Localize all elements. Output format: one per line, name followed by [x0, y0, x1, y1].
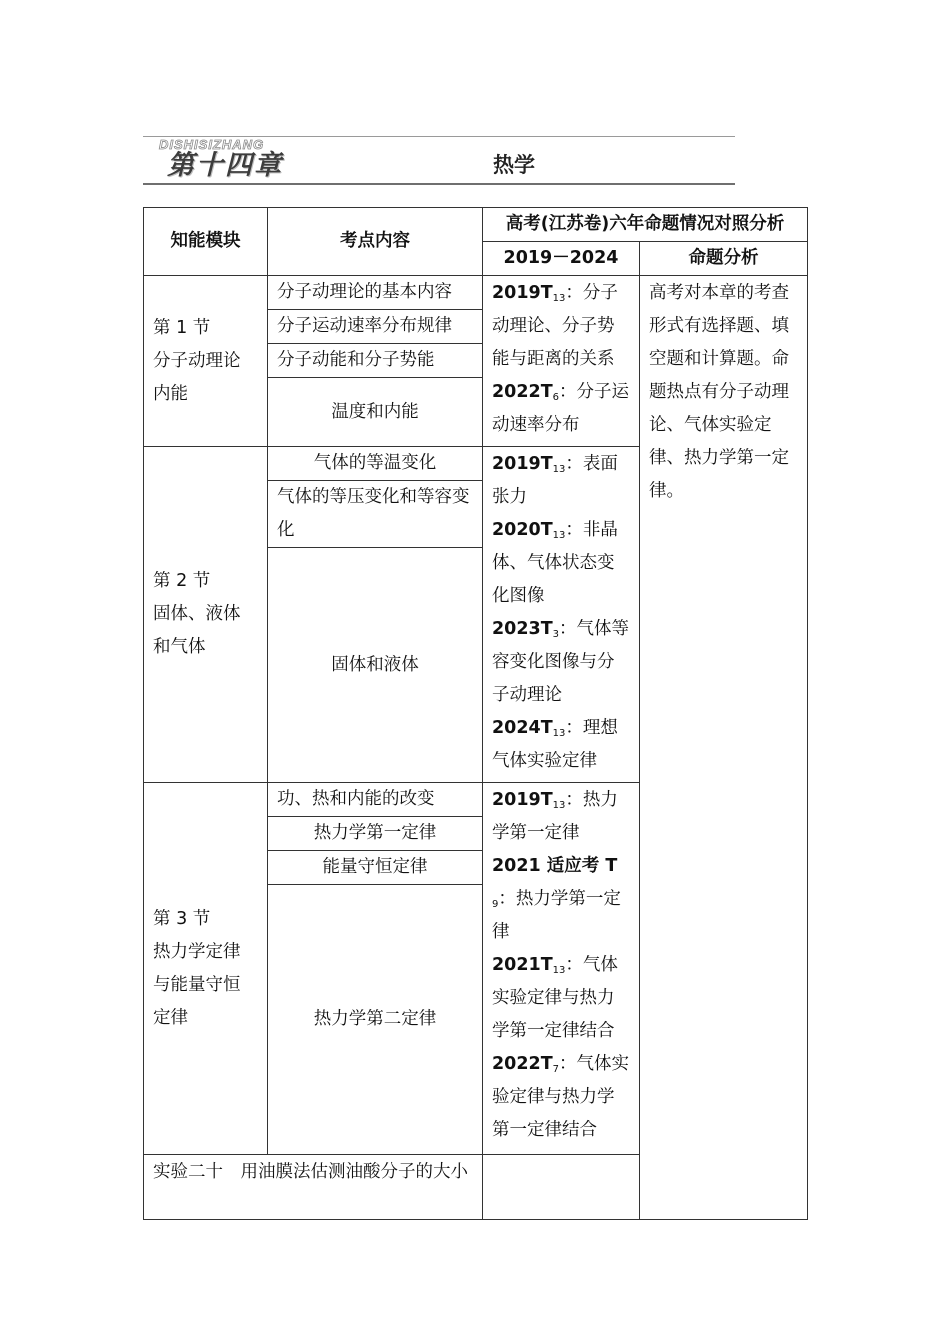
- topic-cell: 分子动能和分子势能: [268, 344, 483, 378]
- chapter-title: 热学: [493, 152, 535, 177]
- header-module: 知能模块: [144, 208, 268, 276]
- exam-year: 2022T: [492, 1054, 553, 1074]
- syllabus-table-wrap: [143, 207, 808, 1220]
- analysis-cell: 高考对本章的考查形式有选择题、填空题和计算题。命题热点有分子动理论、气体实验定律、热力学第一定律。: [640, 276, 808, 1220]
- topic-cell: 分子运动速率分布规律: [268, 310, 483, 344]
- topic-cell: 固体和液体: [268, 548, 483, 783]
- exam-entry: [492, 277, 630, 376]
- exam-entry: [492, 376, 630, 442]
- section-3-label-line: 热力学定律: [153, 941, 241, 962]
- section-2-exams: [483, 447, 640, 783]
- exam-year: 2021T: [492, 955, 553, 975]
- section-3-exams: [483, 783, 640, 1155]
- topic-cell: 功、热和内能的改变: [268, 783, 483, 817]
- chapter-pinyin: DISHISIZHANG: [159, 137, 265, 152]
- header-analysis: 命题分析: [640, 242, 808, 276]
- chapter-header: [143, 136, 735, 186]
- section-3-label-line: 定律: [153, 1007, 188, 1028]
- section-1-exams: [483, 276, 640, 447]
- exam-entry: [492, 712, 630, 778]
- header-content: 考点内容: [268, 208, 483, 276]
- section-3-label-line: 与能量守恒: [153, 974, 241, 995]
- exam-text: ：气体实验定律与热力学第一定律结合: [492, 955, 618, 1041]
- exam-year: 2024T: [492, 718, 553, 738]
- exam-year: 2019T: [492, 454, 553, 474]
- header-analysis-title: 高考(江苏卷)六年命题情况对照分析: [483, 208, 808, 242]
- exam-sub: 13: [552, 293, 566, 304]
- exam-text: ：热力学第一定律: [492, 889, 621, 942]
- exam-text: ：气体等容变化图像与分子动理论: [492, 619, 630, 705]
- exam-text: ：气体实验定律与热力学第一定律结合: [492, 1054, 630, 1140]
- topic-cell: 分子动理论的基本内容: [268, 276, 483, 310]
- exam-sub: 13: [552, 464, 566, 475]
- exam-year: 2022T: [492, 382, 553, 402]
- header-years: 2019－2024: [483, 242, 640, 276]
- section-2-label-line: 固体、液体: [153, 604, 241, 624]
- exam-year: 2019T: [492, 283, 553, 303]
- exam-sub: 7: [552, 1064, 560, 1075]
- exam-entry: [492, 1048, 630, 1147]
- exam-sub: 9: [492, 899, 499, 910]
- exam-sub: 13: [552, 530, 566, 541]
- section-2-label-line: 和气体: [153, 637, 206, 657]
- section-1-label: [144, 276, 268, 447]
- topic-cell: 温度和内能: [268, 378, 483, 447]
- exam-sub: 6: [552, 392, 560, 403]
- exam-year: 2023T: [492, 619, 553, 639]
- exam-year: 2020T: [492, 520, 553, 540]
- exam-entry: [492, 514, 630, 613]
- exam-text: ：热力学第一定律: [492, 790, 618, 843]
- topic-cell: 气体的等温变化: [268, 447, 483, 481]
- exam-entry: [492, 784, 630, 850]
- exam-text: ：非晶体、气体状态变化图像: [492, 520, 618, 606]
- exam-year: 2021 适应考 T: [492, 856, 618, 876]
- topic-cell: 热力学第二定律: [268, 885, 483, 1155]
- section-3-label: [144, 783, 268, 1155]
- exam-entry: [492, 850, 630, 949]
- exam-sub: 13: [552, 800, 566, 811]
- topic-cell: 气体的等压变化和等容变化: [268, 481, 483, 548]
- experiment-cell: 实验二十 用油膜法估测油酸分子的大小: [144, 1155, 483, 1220]
- chapter-number: 第十四章: [167, 150, 283, 181]
- section-1-label-line: 第 1 节: [153, 317, 211, 338]
- exam-sub: 13: [552, 965, 566, 976]
- header-bottom-rule: [143, 183, 735, 185]
- exam-year: 2019T: [492, 790, 553, 810]
- section-1-label-line: 内能: [153, 383, 188, 404]
- topic-cell: 能量守恒定律: [268, 851, 483, 885]
- exam-entry: [492, 613, 630, 712]
- exam-sub: 13: [552, 728, 566, 739]
- topic-cell: 热力学第一定律: [268, 817, 483, 851]
- section-2-label: [144, 447, 268, 783]
- experiment-exam-cell: [483, 1155, 640, 1220]
- section-2-label-line: 第 2 节: [153, 571, 211, 591]
- exam-text: ：理想气体实验定律: [492, 718, 618, 771]
- section-3-label-line: 第 3 节: [153, 908, 211, 929]
- exam-text: ：分子动理论、分子势能与距离的关系: [492, 283, 618, 369]
- exam-text: ：分子运动速率分布: [492, 382, 630, 435]
- syllabus-table: [143, 207, 808, 1220]
- exam-entry: [492, 949, 630, 1048]
- section-1-label-line: 分子动理论: [153, 350, 241, 371]
- exam-sub: 3: [552, 629, 560, 640]
- exam-entry: [492, 448, 630, 514]
- exam-text: ：表面张力: [492, 454, 618, 507]
